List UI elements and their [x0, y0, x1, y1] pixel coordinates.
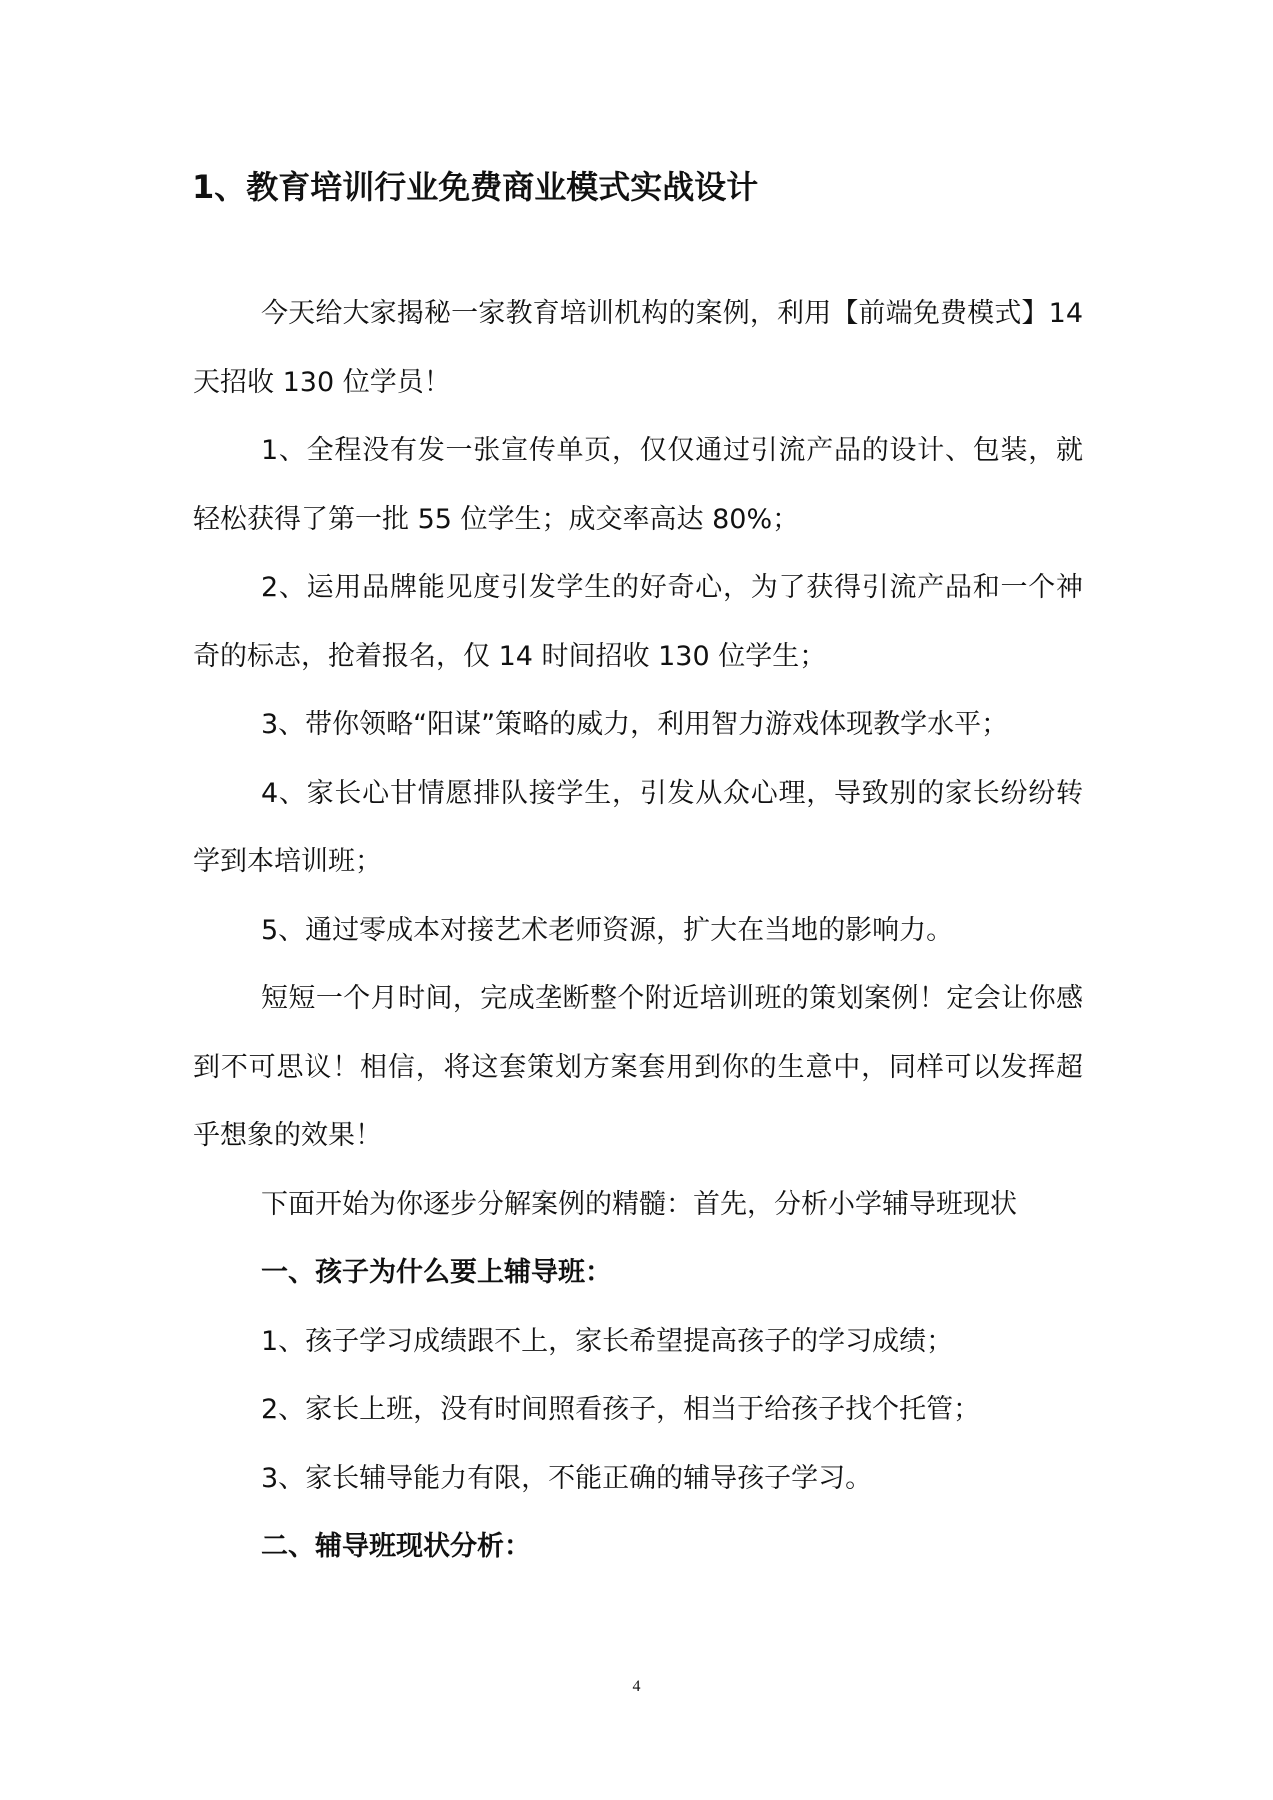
- paragraph-point-2: 2、运用品牌能见度引发学生的好奇心，为了获得引流产品和一个神奇的标志，抢着报名，仅 14 时间招收 130 位学生；: [193, 572, 1083, 672]
- section-title: 1、教育培训行业免费商业模式实战设计: [192, 168, 759, 206]
- paragraph-point-1: 1、全程没有发一张宣传单页，仅仅通过引流产品的设计、包装，就轻松获得了第一批 55 位学生；成交率高达 80%；: [193, 435, 1083, 535]
- paragraph-intro: 今天给大家揭秘一家教育培训机构的案例，利用【前端免费模式】14 天招收 130 位学员！: [193, 298, 1083, 398]
- paragraph-reason-3: 3、家长辅导能力有限，不能正确的辅导孩子学习。: [261, 1462, 873, 1494]
- heading-status-analysis: 二、辅导班现状分析：: [261, 1531, 531, 1562]
- page-number: 4: [632, 1678, 641, 1695]
- paragraph-reason-2: 2、家长上班，没有时间照看孩子，相当于给孩子找个托管；: [261, 1394, 981, 1425]
- paragraph-point-3: 3、带你领略“阳谋”策略的威力，利用智力游戏体现教学水平；: [261, 709, 1009, 740]
- paragraph-point-4: 4、家长心甘情愿排队接学生，引发从众心理，导致别的家长纷纷转学到本培训班；: [193, 777, 1083, 877]
- paragraph-summary: 短短一个月时间，完成垄断整个附近培训班的策划案例！定会让你感到不可思议！相信，将这套策划方案套用到你的生意中，同样可以发挥超乎想象的效果！: [193, 983, 1083, 1151]
- body-text: [193, 280, 1083, 1582]
- paragraph-analysis-intro: 下面开始为你逐步分解案例的精髓：首先，分析小学辅导班现状: [261, 1188, 1017, 1220]
- heading-why-tutoring: 一、孩子为什么要上辅导班：: [261, 1257, 612, 1288]
- paragraph-point-5: 5、通过零成本对接艺术老师资源，扩大在当地的影响力。: [261, 914, 954, 946]
- paragraph-reason-1: 1、孩子学习成绩跟不上，家长希望提高孩子的学习成绩；: [261, 1325, 954, 1357]
